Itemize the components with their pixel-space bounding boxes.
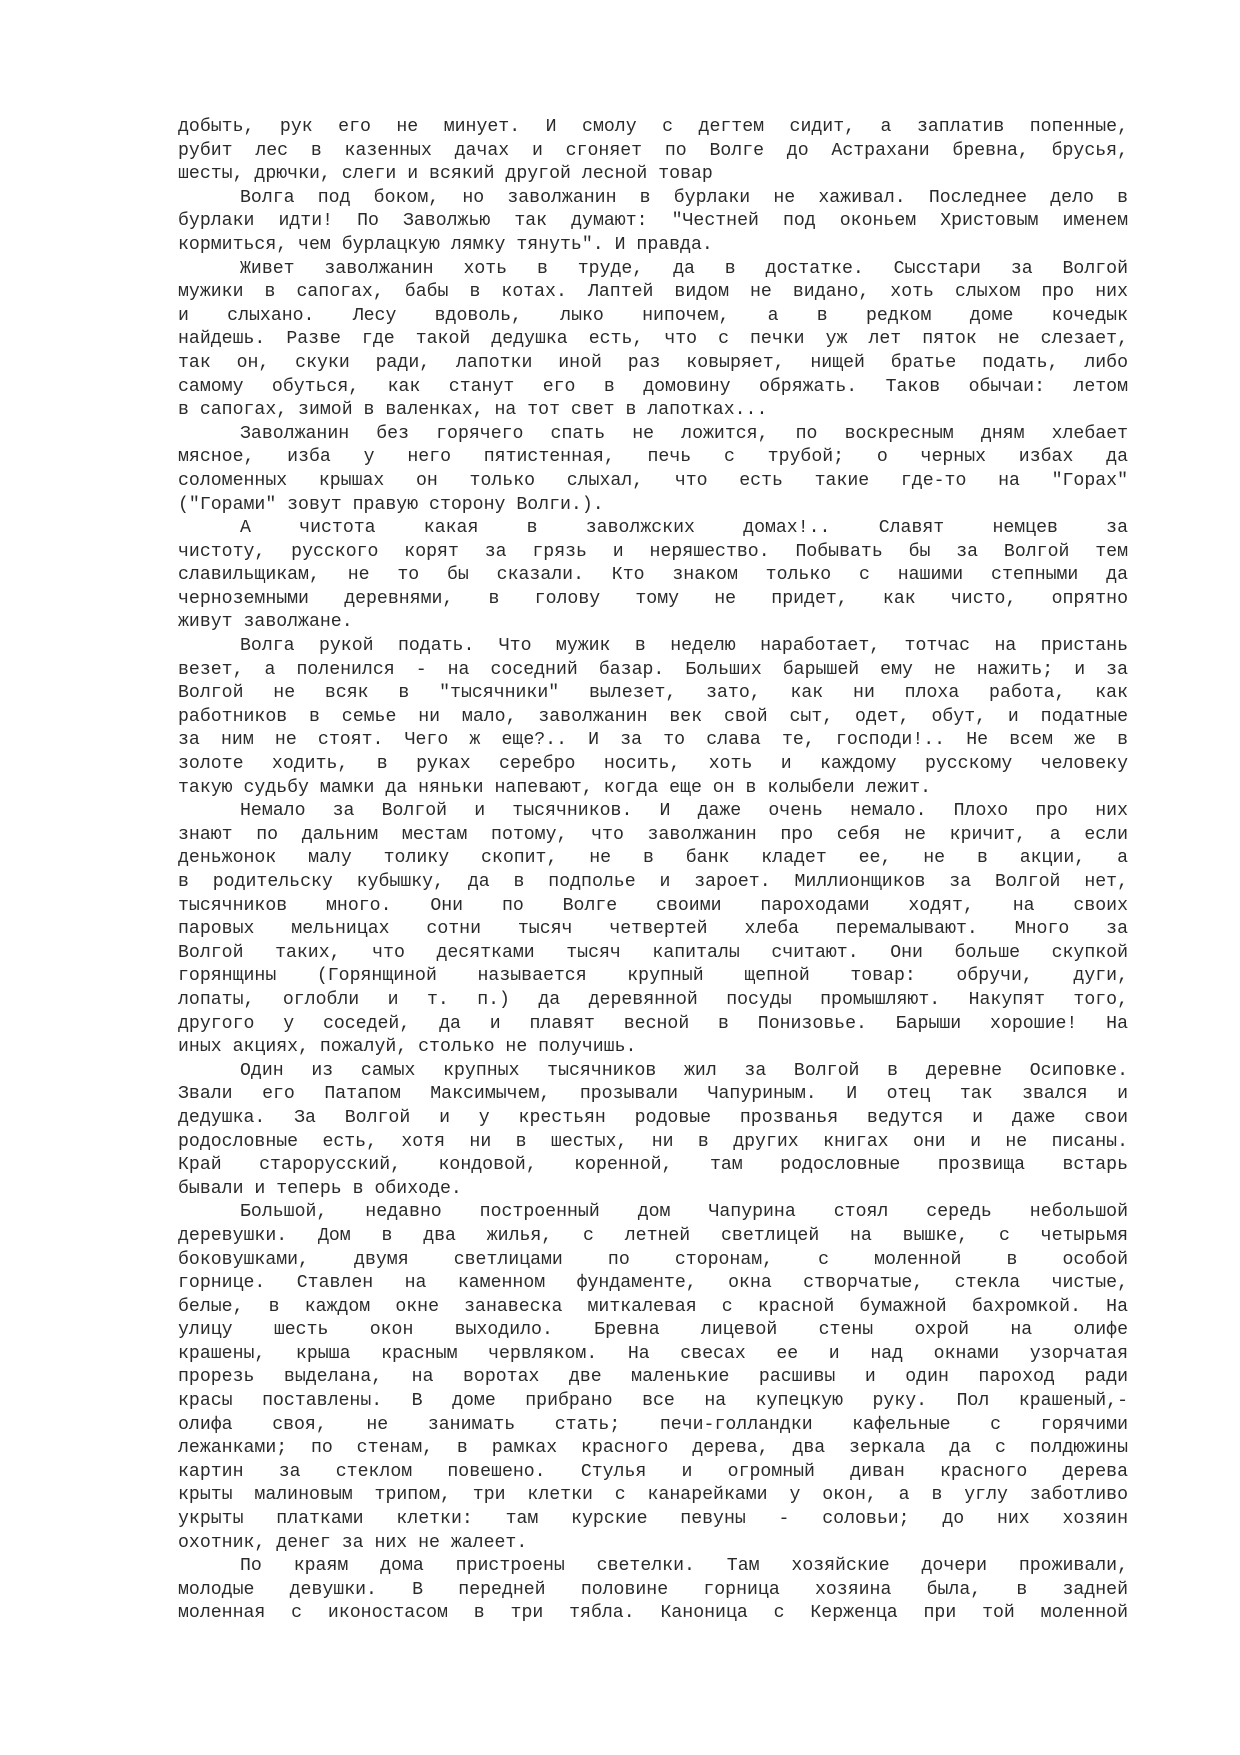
text-line: лежанками; по стенам, в рамках красного дерева, два зеркала да с полдюжины	[178, 1438, 1128, 1459]
text-line: в сапогах, зимой в валенках, на тот свет в лапотках...	[178, 400, 768, 421]
text-line: горянщины (Горянщиной называется крупный щепной товар: обручи, дуги,	[178, 966, 1128, 987]
text-line: прорезь выделана, на воротах две маленькие расшивы и один пароход ради	[178, 1367, 1128, 1388]
paragraph-first-line: Заволжанин без горячего спать не ложится, по воскресным дням хлебает	[240, 423, 1128, 444]
text-line: живут заволжане.	[178, 612, 353, 633]
text-line: родословные есть, хотя ни в шестых, ни в других книгах они и не писаны.	[178, 1131, 1128, 1152]
paragraph-first-line: Большой, недавно построенный дом Чапурина стоял середь небольшой	[240, 1202, 1128, 1223]
text-line: самому обуться, как станут его в домовину обряжать. Таков обычаи: летом	[178, 376, 1128, 397]
text-line: деньжонок малу толику скопит, не в банк кладет ее, не в акции, а	[178, 848, 1128, 869]
text-line: дедушка. За Волгой и у крестьян родовые прозванья ведутся и даже свои	[178, 1107, 1128, 1128]
text-line: работников в семье ни мало, заволжанин век свой сыт, одет, обут, и податные	[178, 706, 1128, 727]
text-line: соломенных крышах он только слыхал, что есть такие где-то на "Горах"	[178, 470, 1128, 491]
paragraph-first-line: Немало за Волгой и тысячников. И даже очень немало. Плохо про них	[240, 801, 1128, 822]
text-line: добыть, рук его не минует. И смолу с дегтем сидит, а заплатив попенные,	[178, 117, 1128, 137]
text-line: и слыхано. Лесу вдоволь, лыко нипочем, а в редком доме кочедык	[178, 305, 1128, 326]
text-line: крыты малиновым трипом, три клетки с канарейками у окон, а в углу заботливо	[178, 1485, 1128, 1506]
text-line: кормиться, чем бурлацкую лямку тянуть". И правда.	[178, 234, 713, 255]
paragraph-first-line: Один из самых крупных тысячников жил за Волгой в деревне Осиповке.	[240, 1060, 1128, 1081]
text-line: красы поставлены. В доме прибрано все на купецкую руку. Пол крашеный,-	[178, 1391, 1128, 1412]
paragraph-first-line: По краям дома пристроены светелки. Там хозяйские дочери проживали,	[240, 1556, 1128, 1577]
text-line: Край старорусский, кондовой, коренной, там родословные прозвища встарь	[178, 1155, 1128, 1176]
text-line: горнице. Ставлен на каменном фундаменте, окна створчатые, стекла чистые,	[178, 1273, 1128, 1294]
text-line: крашены, крыша красным червляком. На свесах ее и над окнами узорчатая	[178, 1343, 1128, 1364]
paragraph-first-line: Волга под боком, но заволжанин в бурлаки не хаживал. Последнее дело в	[240, 187, 1128, 208]
text-line: Волгой таких, что десятками тысяч капиталы считают. Они больше скупкой	[178, 942, 1128, 963]
text-line: белые, в каждом окне занавеска миткалевая с красной бумажной бахромкой. На	[178, 1296, 1128, 1317]
text-line: Волгой не всяк в "тысячники" вылезет, зато, как ни плоха работа, как	[178, 683, 1128, 704]
text-line: укрыты платками клетки: там курские певуны - соловьи; до них хозяин	[178, 1509, 1128, 1530]
text-line: найдешь. Разве где такой дедушка есть, что с печки уж лет пяток не слезает,	[178, 329, 1128, 350]
text-line: картин за стеклом повешено. Стулья и огромный диван красного дерева	[178, 1461, 1128, 1482]
text-line: Звали его Патапом Максимычем, прозывали Чапуриным. И отец так звался и	[178, 1084, 1128, 1105]
text-line: ("Горами" зовут правую сторону Волги.).	[178, 494, 604, 515]
text-line: другого у соседей, да и плавят весной в Понизовье. Барыши хорошие! На	[178, 1013, 1128, 1034]
text-line: боковушками, двумя светлицами по сторонам, с моленной в особой	[178, 1249, 1128, 1270]
text-line: такую судьбу мамки да няньки напевают, когда еще он в колыбели лежит.	[178, 777, 932, 798]
text-line: черноземными деревнями, в голову тому не придет, как чисто, опрятно	[178, 588, 1128, 609]
paragraph-first-line: А чистота какая в заволжских домах!.. Славят немцев за	[240, 518, 1128, 539]
text-line: тысячников много. Они по Волге своими пароходами ходят, на своих	[178, 895, 1128, 916]
text-line: славильщикам, не то бы сказали. Кто знаком только с нашими степными да	[178, 565, 1128, 586]
paragraph-first-line: Волга рукой подать. Что мужик в неделю наработает, тотчас на пристань	[240, 636, 1128, 657]
text-line: золоте ходить, в руках серебро носить, хоть и каждому русскому человеку	[178, 754, 1128, 775]
text-line: чистоту, русского корят за грязь и неряшество. Побывать бы за Волгой тем	[178, 541, 1128, 562]
text-line: бывали и теперь в обиходе.	[178, 1178, 462, 1199]
text-line: бурлаки идти! По Заволжью так думают: "Честней под оконьем Христовым именем	[178, 211, 1128, 232]
text-line: так он, скуки ради, лапотки иной раз ковыряет, нищей братье подать, либо	[178, 352, 1128, 373]
text-line: мясное, изба у него пятистенная, печь с трубой; о черных избах да	[178, 447, 1128, 468]
text-line: иных акциях, пожалуй, столько не получишь.	[178, 1037, 637, 1058]
text-line: охотник, денег за них не жалеет.	[178, 1532, 528, 1553]
text-line: мужики в сапогах, бабы в котах. Лаптей видом не видано, хоть слыхом про них	[178, 282, 1128, 303]
text-line: рубит лес в казенных дачах и сгоняет по Волге до Астрахани бревна, брусья,	[178, 140, 1128, 161]
document-page	[178, 116, 1128, 1626]
text-line: в родительску кубышку, да в подполье и зароет. Миллионщиков за Волгой нет,	[178, 872, 1128, 892]
text-line: везет, а поленился - на соседний базар. Больших барышей ему не нажить; и за	[178, 659, 1128, 680]
text-line: знают по дальним местам потому, что заволжанин про себя не кричит, а если	[178, 824, 1128, 845]
text-line: за ним не стоят. Чего ж еще?.. И за то слава те, господи!.. Не всем же в	[178, 730, 1128, 751]
text-line: паровых мельницах сотни тысяч четвертей хлеба перемалывают. Много за	[178, 919, 1128, 940]
text-line: олифа своя, не занимать стать; печи-голландки кафельные с горячими	[178, 1414, 1128, 1435]
text-line: молодые девушки. В передней половине горница хозяина была, в задней	[178, 1579, 1128, 1600]
text-line: лопаты, оглобли и т. п.) да деревянной посуды промышляют. Накупят того,	[178, 989, 1128, 1010]
text-line: шесты, дрючки, слеги и всякий другой лесной товар	[178, 164, 713, 185]
text-line: улицу шесть окон выходило. Бревна лицевой стены охрой на олифе	[178, 1320, 1128, 1341]
paragraph-first-line: Живет заволжанин хоть в труде, да в достатке. Сысстари за Волгой	[240, 258, 1128, 279]
text-line: моленная с иконостасом в три тябла. Каноница с Керженца при той моленной	[178, 1603, 1128, 1624]
text-line: деревушки. Дом в два жилья, с летней светлицей на вышке, с четырьмя	[178, 1225, 1128, 1246]
